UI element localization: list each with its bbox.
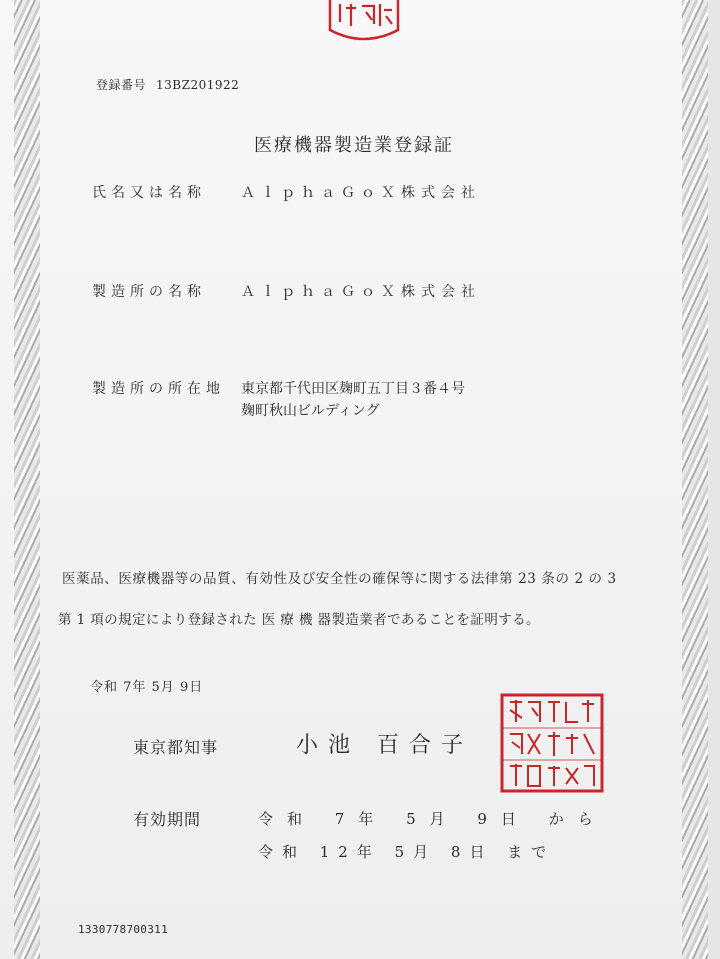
facility-name-label: 製造所の名称 [92, 284, 206, 300]
red-seal-icon [326, 0, 402, 42]
facility-address-line2: 麹町秋山ビルディング [241, 403, 380, 419]
statement-line-2: 第 1 項の規定により登録された 医 療 機 器製造業者であることを証明する。 [58, 612, 540, 628]
registration-number-line [96, 79, 239, 91]
name-label: 氏名又は名称 [92, 185, 206, 201]
facility-address-line1: 東京都千代田区麹町五丁目３番４号 [241, 381, 465, 397]
statement-line-1: 医薬品、医療機器等の品質、有効性及び安全性の確保等に関する法律第 23 条の 2 の 3 [62, 571, 617, 587]
certificate-title: 医療機器製造業登録証 [254, 135, 454, 156]
registration-number: 13BZ201922 [156, 78, 240, 92]
governor-title: 東京都知事 [133, 738, 219, 757]
name-value: ＡｌｐｈａＧｏＸ株式会社 [241, 185, 481, 201]
page-edge [708, 0, 720, 959]
serial-number: 1330778700311 [78, 923, 168, 936]
facility-name-value: ＡｌｐｈａＧｏＸ株式会社 [241, 284, 481, 300]
holographic-foil-right [682, 0, 708, 959]
validity-to: 令和 12年 5月 8日 まで [258, 843, 556, 861]
validity-label: 有効期間 [133, 810, 202, 829]
registration-label: 登録番号 [96, 78, 147, 92]
issue-date: 令和 7年 5月 9日 [90, 680, 204, 695]
governor-name: 小池 百合子 [296, 733, 473, 758]
validity-from: 令和 7年 5月 9日 から [258, 810, 607, 828]
facility-address-label: 製造所の所在地 [92, 381, 225, 397]
holographic-foil-left [14, 0, 40, 959]
official-square-seal-icon [498, 692, 606, 798]
